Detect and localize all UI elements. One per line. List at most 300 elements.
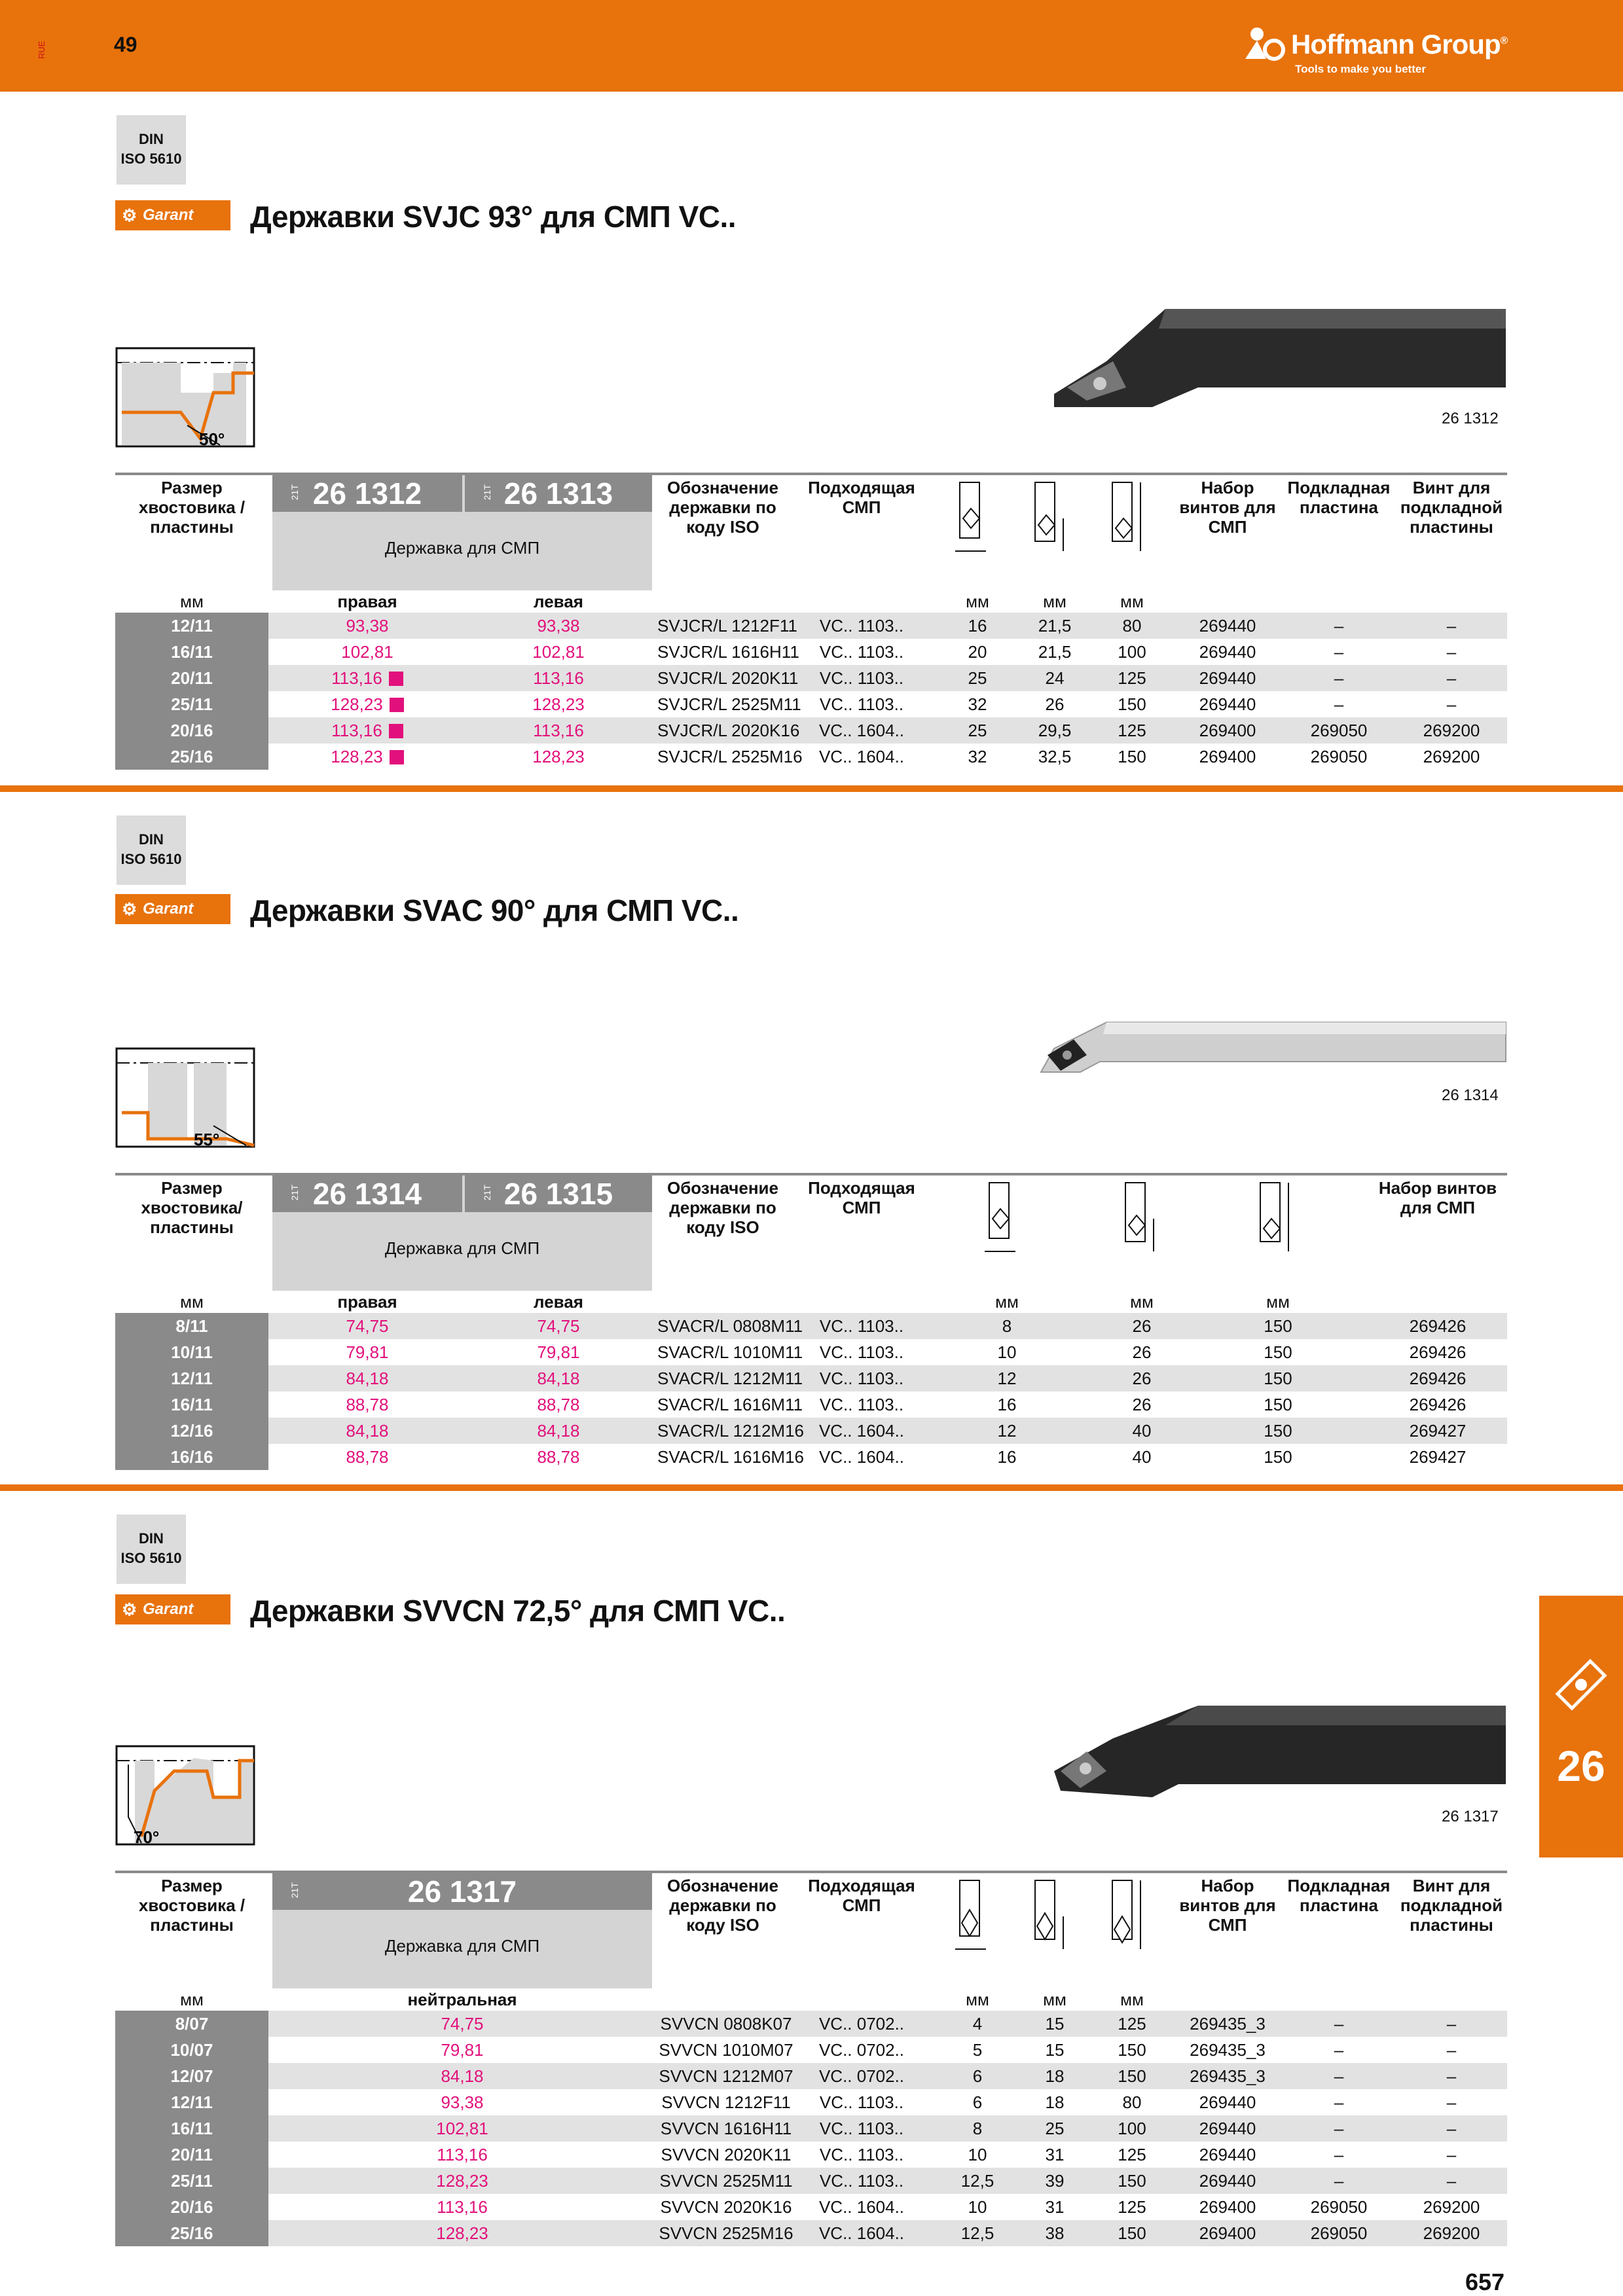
shim-screw-cell-value: 269200 [1423,721,1480,740]
dim-length-icon [1025,1877,1071,1956]
size-cell [115,691,268,717]
insert-cell [796,665,927,691]
price-right [272,1339,462,1365]
screws-header: Набор винтов для СМП [1378,1178,1497,1217]
unit-label: мм [180,1990,204,2009]
shim-screw-cell-value: – [1446,694,1457,714]
table-row [115,2037,1507,2063]
size-cell-value: 20/16 [170,2197,213,2217]
dim-cell [941,2142,1013,2168]
price-neutral [272,2063,652,2089]
garant-logo-icon: ⚙ [122,899,137,919]
price-right-value: 88,78 [346,1447,389,1467]
dim-cell-value: 6 [972,2092,983,2112]
mm-label: мм [1120,1990,1144,2009]
screws-cell-value: 269426 [1409,1342,1467,1362]
designation-cell-value: SVACR/L 1616M11 [657,1395,803,1414]
din-badge [117,816,186,885]
screws-header: Набор винтов для СМП [1179,1876,1276,1935]
price-neutral-value: 79,81 [441,2040,484,2060]
unit-label: мм [180,1292,204,1312]
designation-cell-value: SVACR/L 1212M16 [657,1421,805,1441]
article-code [465,475,652,512]
insert-cell [796,1444,927,1470]
neutral-label: нейтральная [407,1990,517,2009]
screws-cell-value: 269440 [1199,2119,1256,2138]
dim-cell-value: 80 [1122,2092,1142,2112]
size-cell [115,1444,268,1470]
price-left [465,639,652,665]
insert-cell [796,613,927,639]
screws-cell-value: 269440 [1199,2092,1256,2112]
price-left-value: 93,38 [537,616,580,636]
shim-screw-cell-value: – [1446,2040,1457,2060]
holder-sketch-icon [115,347,259,452]
table-header [115,473,1507,613]
dim-cell-value: 26 [1132,1316,1152,1336]
shim-screw-cell [1396,744,1507,770]
shim-screw-cell [1396,2220,1507,2246]
shim-cell-value: 269050 [1310,721,1368,740]
shim-cell [1283,2089,1395,2115]
dim-cell [1096,2194,1168,2220]
designation-cell [657,1391,803,1418]
designation-cell-value: SVACR/L 1616M16 [657,1447,805,1467]
shim-cell [1283,2115,1395,2142]
screws-cell [1368,1418,1507,1444]
dim-cell-value: 12,5 [960,2223,994,2243]
article-number: 26 1315 [503,1177,613,1211]
size-cell-value: 16/11 [171,642,213,662]
insert-header: Подходящая СМП [808,1876,915,1915]
shim-cell [1283,2142,1395,2168]
dim-cell [1213,1313,1343,1339]
screws-cell [1368,1444,1507,1470]
photo-caption: 26 1317 [1442,1808,1499,1825]
designation-cell-value: SVJCR/L 2525M11 [657,694,801,714]
dim-cell-value: 100 [1118,642,1146,662]
shim-screw-cell-value: – [1446,668,1457,688]
table-row [115,1365,1507,1391]
shim-screw-cell-value: 269200 [1423,747,1480,766]
dim-cell-value: 32,5 [1038,747,1072,766]
size-header: Размер хвостовика / пластины [138,478,246,537]
screws-cell [1368,1365,1507,1391]
tool-holder-photo [1048,302,1506,414]
garant-badge [115,1594,230,1624]
screws-cell [1172,613,1283,639]
dim-width-icon [979,1179,1025,1258]
designation-cell [657,2168,795,2194]
price-right-value: 84,18 [346,1369,389,1388]
size-cell-value: 12/07 [170,2066,213,2086]
insert-cell-value: VC.. 1103.. [819,1369,904,1388]
size-cell-value: 8/11 [175,1316,208,1336]
holder-label: Державка для СМП [384,1936,540,1956]
dim-cell-value: 125 [1118,668,1146,688]
price-neutral-value: 93,38 [441,2092,484,2112]
dim-cell [1096,2168,1168,2194]
insert-cell-value: VC.. 1604.. [818,1421,905,1441]
dim-cell-value: 16 [968,616,987,636]
dim-cell-value: 32 [968,747,987,766]
dim-cell-value: 150 [1118,747,1146,766]
dim-cell-value: 12 [997,1369,1017,1388]
price-right-value: 88,78 [346,1395,389,1414]
price-left-value: 113,16 [533,668,584,688]
shim-cell [1283,744,1395,770]
dim-cell-value: 4 [972,2014,983,2034]
insert-cell-value: VC.. 1103.. [819,1316,904,1336]
dim-cell [941,717,1013,744]
table-header [115,1871,1507,2011]
dim-cell [941,1444,1072,1470]
chapter-tab[interactable] [1539,1596,1623,1857]
size-cell-value: 12/11 [171,616,213,636]
dim-height-icon [1103,1877,1148,1956]
shim-cell [1283,2194,1395,2220]
dim-cell [1076,1444,1207,1470]
dim-cell [1076,1391,1207,1418]
screws-cell [1172,717,1283,744]
mm-label: мм [966,1990,989,2009]
shim-cell-value: – [1334,2066,1344,2086]
section-title: Державки SVAC 90° для СМП VC.. [250,893,739,927]
dim-cell [941,665,1013,691]
designation-header: Обозначение державки по коду ISO [667,1876,778,1935]
dim-cell [1096,717,1168,744]
size-cell [115,639,268,665]
screws-cell [1368,1313,1507,1339]
shim-cell [1283,2168,1395,2194]
shim-header: Подкладная пластина [1287,1876,1391,1915]
price-left [465,665,652,691]
designation-cell-value: SVJCR/L 2525M16 [657,747,803,766]
size-cell-value: 16/11 [171,1395,213,1414]
dim-cell-value: 150 [1118,2040,1146,2060]
shim-cell [1283,691,1395,717]
designation-cell [657,1444,805,1470]
din-label: DIN [139,131,164,147]
price-neutral-value: 84,18 [441,2066,484,2086]
shim-screw-header: Винт для подкладной пластины [1400,1876,1503,1935]
din-label: DIN [139,831,164,848]
screws-cell [1172,2115,1283,2142]
price-left-value: 88,78 [537,1395,580,1414]
price-neutral [272,2220,652,2246]
price-right-value: 93,38 [346,616,389,636]
dim-cell [1096,2037,1168,2063]
code-tag: 21T [482,484,492,501]
designation-cell [657,2037,795,2063]
dim-cell-value: 8 [972,2119,983,2138]
article-code [465,1175,652,1212]
price-left-value: 102,81 [532,642,585,662]
screws-cell-value: 269427 [1409,1447,1467,1467]
size-cell [115,2194,268,2220]
section-divider [0,785,1623,792]
dim-cell-value: 10 [997,1342,1017,1362]
dim-cell [1213,1418,1343,1444]
dim-cell [941,1313,1072,1339]
price-right [272,1418,462,1444]
stock-marker-icon [389,672,403,686]
mm-label: мм [1043,1990,1067,2009]
designation-cell-value: SVJCR/L 2020K16 [657,721,800,740]
dim-cell [941,2063,1013,2089]
dim-cell-value: 10 [968,2197,987,2217]
price-right [272,1365,462,1391]
price-right-value: 84,18 [346,1421,389,1441]
dim-cell-value: 32 [968,694,987,714]
code-tag: 21T [289,1882,300,1899]
iso-label: ISO 5610 [120,151,182,167]
dim-height-icon [1250,1179,1296,1258]
dim-cell [1019,613,1091,639]
price-left [465,1391,652,1418]
dim-cell-value: 12,5 [960,2171,994,2191]
insert-cell [796,744,927,770]
size-cell-value: 10/07 [170,2040,213,2060]
dim-cell-value: 12 [997,1421,1017,1441]
insert-cell-value: VC.. 1103.. [819,616,904,636]
garant-label: Garant [143,206,194,224]
din-label: DIN [139,1530,164,1547]
garant-logo-icon: ⚙ [122,1600,137,1619]
screws-cell-value: 269440 [1199,668,1256,688]
designation-cell-value: SVACR/L 0808M11 [657,1316,803,1336]
left-label: левая [534,1292,583,1312]
shim-screw-header: Винт для подкладной пластины [1400,478,1503,537]
dim-cell [1213,1444,1343,1470]
designation-cell [657,665,799,691]
dim-cell [1213,1339,1343,1365]
designation-cell-value: SVVCN 0808K07 [660,2014,792,2034]
price-right-value: 74,75 [346,1316,389,1336]
size-cell-value: 12/11 [171,1369,213,1388]
designation-header: Обозначение державки по коду ISO [667,1178,778,1237]
price-left [465,1339,652,1365]
screws-cell-value: 269426 [1409,1395,1467,1414]
designation-cell-value: SVVCN 1212F11 [661,2092,791,2112]
table-row [115,2063,1507,2089]
price-left [465,1418,652,1444]
table-row [115,2168,1507,2194]
shim-screw-cell [1396,2168,1507,2194]
shim-cell-value: 269050 [1310,2197,1368,2217]
designation-cell [657,1313,803,1339]
table-row [115,613,1507,639]
price-left [465,744,652,770]
shim-screw-cell-value: – [1446,2119,1457,2138]
mm-label: мм [966,592,989,611]
dim-cell [941,613,1013,639]
screws-cell [1172,2220,1283,2246]
designation-cell [657,691,801,717]
dim-cell-value: 26 [1132,1369,1152,1388]
price-neutral [272,2142,652,2168]
dim-cell-value: 100 [1118,2119,1146,2138]
size-cell [115,2142,268,2168]
price-right-value: 79,81 [346,1342,389,1362]
price-right-value: 113,16 [331,668,382,688]
insert-cell [796,1391,927,1418]
size-cell-value: 25/16 [170,747,213,766]
dim-cell-value: 26 [1045,694,1065,714]
dim-cell-value: 150 [1118,2223,1146,2243]
section-title: Державки SVJC 93° для СМП VC.. [250,200,737,234]
price-right [272,1444,462,1470]
size-cell [115,2168,268,2194]
price-right-value: 102,81 [341,642,393,662]
insert-cell [796,717,927,744]
dim-cell-value: 39 [1045,2171,1065,2191]
screws-cell-value: 269440 [1199,694,1256,714]
screws-cell-value: 269400 [1199,2197,1256,2217]
shim-screw-cell [1396,2037,1507,2063]
insert-cell [796,2220,927,2246]
screws-cell [1172,2142,1283,2168]
right-label: правая [337,592,397,611]
insert-cell-value: VC.. 1103.. [819,668,904,688]
designation-header: Обозначение державки по коду ISO [667,478,778,537]
designation-cell-value: SVJCR/L 2020K11 [657,668,799,688]
price-neutral [272,2089,652,2115]
price-neutral-value: 74,75 [441,2014,484,2034]
table-header [115,1173,1507,1313]
dim-cell-value: 150 [1264,1342,1292,1362]
shim-screw-cell-value: 269200 [1423,2223,1480,2243]
size-cell [115,2037,268,2063]
article-number: 26 1313 [503,476,613,511]
dim-cell [1076,1339,1207,1365]
dim-cell-value: 31 [1045,2197,1065,2217]
dim-cell [1076,1313,1207,1339]
price-left-value: 79,81 [537,1342,580,1362]
section-title: Державки SVVCN 72,5° для СМП VC.. [250,1594,786,1628]
insert-cell-value: VC.. 1103.. [819,2171,904,2191]
price-left-value: 128,23 [532,694,585,714]
size-cell-value: 12/16 [170,1421,213,1441]
table-row [115,691,1507,717]
designation-cell [657,639,799,665]
screws-cell [1368,1339,1507,1365]
brand-logo [1243,26,1518,79]
article-number: 26 1314 [312,1177,422,1211]
designation-cell-value: SVVCN 1212M07 [659,2066,793,2086]
chapter-number: 26 [1557,1742,1605,1790]
shim-cell [1283,613,1395,639]
shim-screw-cell [1396,2089,1507,2115]
shim-screw-cell-value: – [1446,2066,1457,2086]
dim-cell-value: 40 [1132,1421,1152,1441]
shim-screw-cell-value: – [1446,2014,1457,2034]
insert-cell [796,2037,927,2063]
insert-cell-value: VC.. 1604.. [818,2197,905,2217]
table-row [115,2142,1507,2168]
insert-cell-value: VC.. 1103.. [819,1342,904,1362]
designation-cell [657,1339,803,1365]
screws-cell [1172,2063,1283,2089]
screws-cell-value: 269400 [1199,2223,1256,2243]
tool-holder-photo [1048,1699,1506,1810]
angle-label: 55° [194,1130,220,1149]
size-cell [115,2115,268,2142]
mm-label: мм [1130,1292,1154,1312]
shim-cell-value: – [1334,668,1344,688]
insert-cell [796,2115,927,2142]
mm-label: мм [1120,592,1144,611]
holder-label: Державка для СМП [384,1238,540,1258]
size-cell [115,2089,268,2115]
designation-cell [657,1365,803,1391]
screws-cell [1172,665,1283,691]
shim-screw-cell [1396,639,1507,665]
size-cell [115,2011,268,2037]
screws-cell [1172,2011,1283,2037]
dim-cell [1019,2220,1091,2246]
price-right-value: 113,16 [331,721,382,740]
dim-cell [1096,744,1168,770]
holder-sketch-icon [115,1745,259,1850]
table-row [115,717,1507,744]
price-left-value: 74,75 [537,1316,580,1336]
size-cell-value: 16/11 [171,2119,213,2138]
dim-cell [1096,613,1168,639]
price-neutral [272,2115,652,2142]
designation-cell-value: SVJCR/L 1212F11 [657,616,797,636]
screws-cell [1368,1391,1507,1418]
tool-holder-photo [1028,1016,1512,1081]
price-left [465,717,652,744]
designation-cell-value: SVACR/L 1212M11 [657,1369,803,1388]
table-row [115,665,1507,691]
brand-name: Hoffmann Group [1291,29,1501,60]
insert-cell [796,2142,927,2168]
designation-cell [657,2220,795,2246]
price-neutral-value: 113,16 [437,2145,488,2164]
insert-cell [796,1418,927,1444]
shim-cell-value: 269050 [1310,2223,1368,2243]
shim-cell [1283,639,1395,665]
dim-cell-value: 26 [1132,1395,1152,1414]
shim-cell-value: – [1334,2171,1344,2191]
shim-screw-cell-value: – [1446,2092,1457,2112]
size-cell-value: 10/11 [171,1342,213,1362]
dim-cell [941,2037,1013,2063]
shim-cell [1283,2063,1395,2089]
table-row [115,1313,1507,1339]
insert-cell-value: VC.. 1604.. [818,747,905,766]
shim-screw-cell [1396,2194,1507,2220]
table-row [115,1391,1507,1418]
insert-cell-value: VC.. 1604.. [818,1447,905,1467]
dim-cell [941,2115,1013,2142]
dim-cell-value: 16 [997,1447,1017,1467]
dim-cell-value: 125 [1118,721,1146,740]
table-row [115,1444,1507,1470]
stock-marker-icon [390,750,404,764]
insert-cell-value: VC.. 1103.. [819,2092,904,2112]
shim-screw-cell-value: 269200 [1423,2197,1480,2217]
article-number: 26 1317 [407,1874,517,1909]
dim-cell [1096,639,1168,665]
dim-cell-value: 15 [1045,2014,1065,2034]
dim-width-icon [950,479,996,558]
dim-cell [1096,2089,1168,2115]
shim-cell-value: – [1334,642,1344,662]
shim-cell-value: – [1334,2014,1344,2034]
